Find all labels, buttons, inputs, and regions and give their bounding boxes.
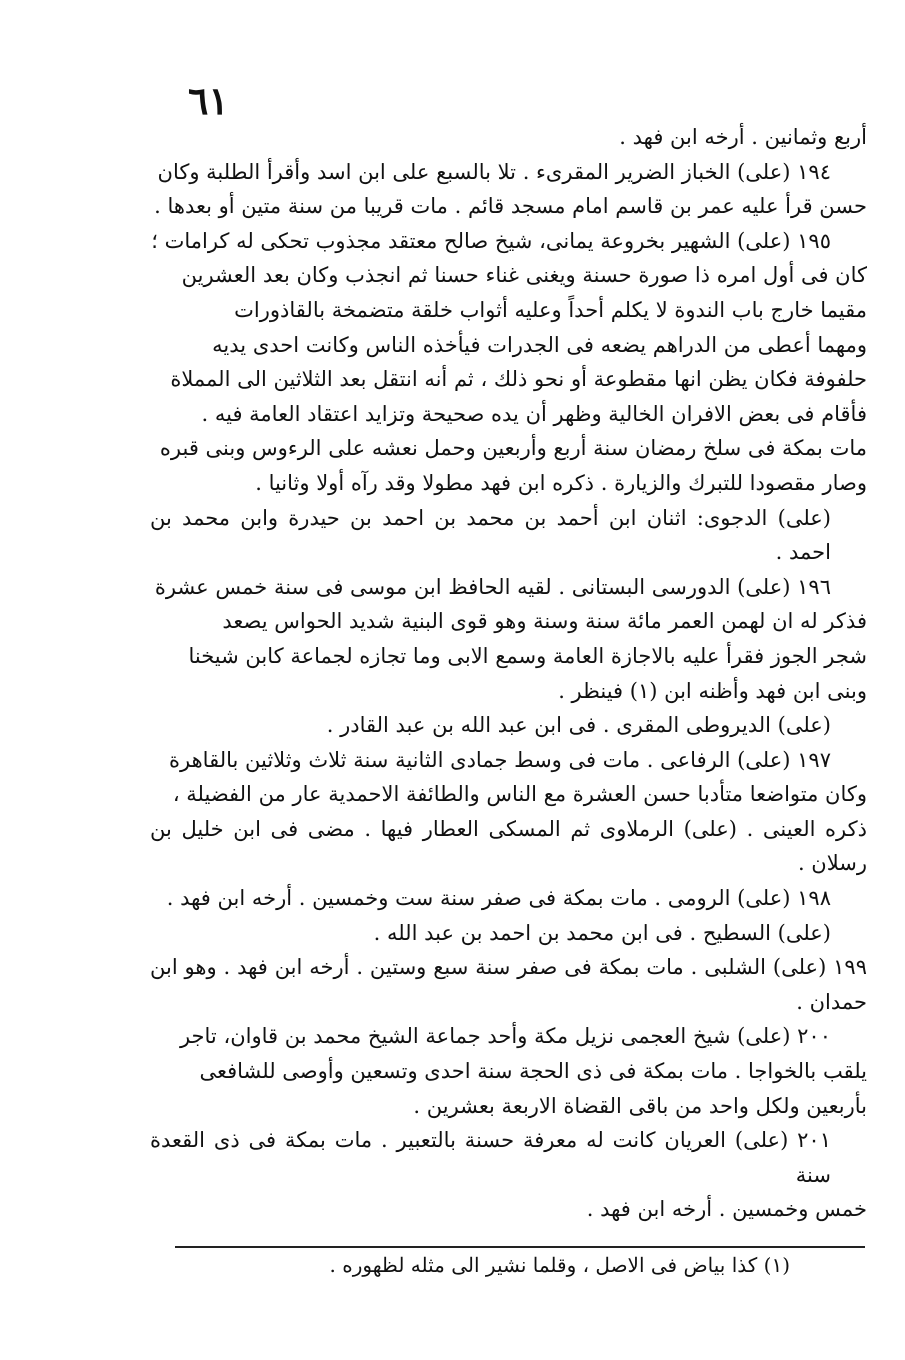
- footnote: (١) كذا بياض فى الاصل ، وقلما نشير الى مثله لظهوره .: [329, 1253, 790, 1277]
- text-line: يلقب بالخواجا . مات بمكة فى ذى الحجة سنة احدى وتسعين وأوصى للشافعى: [199, 1059, 867, 1084]
- text-line: ذكره العينى . (على) الرملاوى ثم المسكى العطار فيها . مضى فى ابن خليل بن رسلان .: [150, 816, 867, 876]
- text-line: فذكر له ان لهمن العمر مائة سنة وسنة وهو قوى البنية شديد الحواس يصعد: [222, 609, 867, 634]
- entry-196: ١٩٦ (على) الدورسى البستانى . لقيه الحافظ ابن موسى فى سنة خمس عشرة: [154, 574, 831, 599]
- text-line: حسن قرأ عليه عمر بن قاسم امام مسجد قائم . مات قريبا من سنة متين أو بعدها .: [154, 194, 867, 219]
- text-line: فأقام فى بعض الافران الخالية وظهر أن يده صحيحة وتزايد اعتقاد العامة فيه .: [201, 401, 867, 426]
- text-line: مقيما خارج باب الندوة لا يكلم أحداً وعليه أثواب خلقة متضمخة بالقاذورات: [234, 297, 867, 322]
- entry-194: ١٩٤ (على) الخباز الضرير المقرىء . تلا بالسبع على ابن اسد وأقرأ الطلبة وكان: [157, 159, 831, 184]
- entry-201: ٢٠١ (على) العريان كانت له معرفة حسنة بالتعبير . مات بمكة فى ذى القعدة سنة: [150, 1128, 831, 1187]
- entry-dajawi: (على) الدجوى: اثنان ابن أحمد بن محمد بن احمد بن حيدرة وابن محمد بن احمد .: [150, 505, 831, 565]
- entry-satih: (على) السطيح . فى ابن محمد بن احمد بن عبد الله .: [373, 920, 831, 945]
- entry-200: ٢٠٠ (على) شيخ العجمى نزيل مكة وأحد جماعة الشيخ محمد بن قاوان، تاجر: [179, 1024, 831, 1049]
- entry-199: ١٩٩ (على) الشلبى . مات بمكة فى صفر سنة سبع وستين . أرخه ابن فهد . وهو ابن حمدان .: [150, 955, 867, 1014]
- text-line: شجر الجوز فقرأ عليه بالاجازة العامة وسمع الابى وما تجازه لجماعة كابن شيخنا: [188, 643, 867, 668]
- entry-197: ١٩٧ (على) الرفاعى . مات فى وسط جمادى الثانية سنة ثلاث وثلاثين بالقاهرة: [169, 747, 831, 772]
- main-text: [150, 120, 867, 1227]
- text-line: أربع وثمانين . أرخه ابن فهد .: [619, 125, 867, 149]
- text-line: وصار مقصودا للتبرك والزيارة . ذكره ابن فهد مطولا وقد رآه أولا وثانيا .: [255, 470, 867, 495]
- page-number: ٦١: [188, 78, 229, 123]
- footnote-divider: [175, 1246, 865, 1248]
- text-line-with-footnote-ref: وبنى ابن فهد وأظنه ابن (١) فينظر .: [558, 678, 867, 703]
- text-line: وكان متواضعا متأدبا حسن العشرة مع الناس والطائفة الاحمدية عار من الفضيلة ،: [172, 782, 867, 807]
- text-line: مات بمكة فى سلخ رمضان سنة أربع وأربعين وحمل نعشه على الرءوس وبنى قبره: [159, 436, 867, 461]
- entry-195: ١٩٥ (على) الشهير بخروعة يمانى، شيخ صالح معتقد مجذوب تحكى له كرامات ؛: [151, 228, 831, 253]
- entry-198: ١٩٨ (على) الرومى . مات بمكة فى صفر سنة ست وخمسين . أرخه ابن فهد .: [166, 886, 831, 911]
- text-line: خمس وخمسين . أرخه ابن فهد .: [586, 1197, 867, 1222]
- text-line: حلفوفة فكان يظن انها مقطوعة أو نحو ذلك ، ثم أنه انتقل بعد الثلاثين الى المملاة: [170, 367, 867, 392]
- entry-dayruti: (على) الديروطى المقرى . فى ابن عبد الله بن عبد القادر .: [326, 713, 831, 738]
- text-line: بأربعين ولكل واحد من باقى القضاة الاربعة بعشرين .: [413, 1093, 867, 1118]
- text-line: ومهما أعطى من الدراهم يضعه فى الجدرات فيأخذه الناس وكانت احدى يديه: [212, 332, 867, 357]
- text-line: كان فى أول امره ذا صورة حسنة ويغنى غناء حسنا ثم انجذب وكان بعد العشرين: [181, 263, 867, 288]
